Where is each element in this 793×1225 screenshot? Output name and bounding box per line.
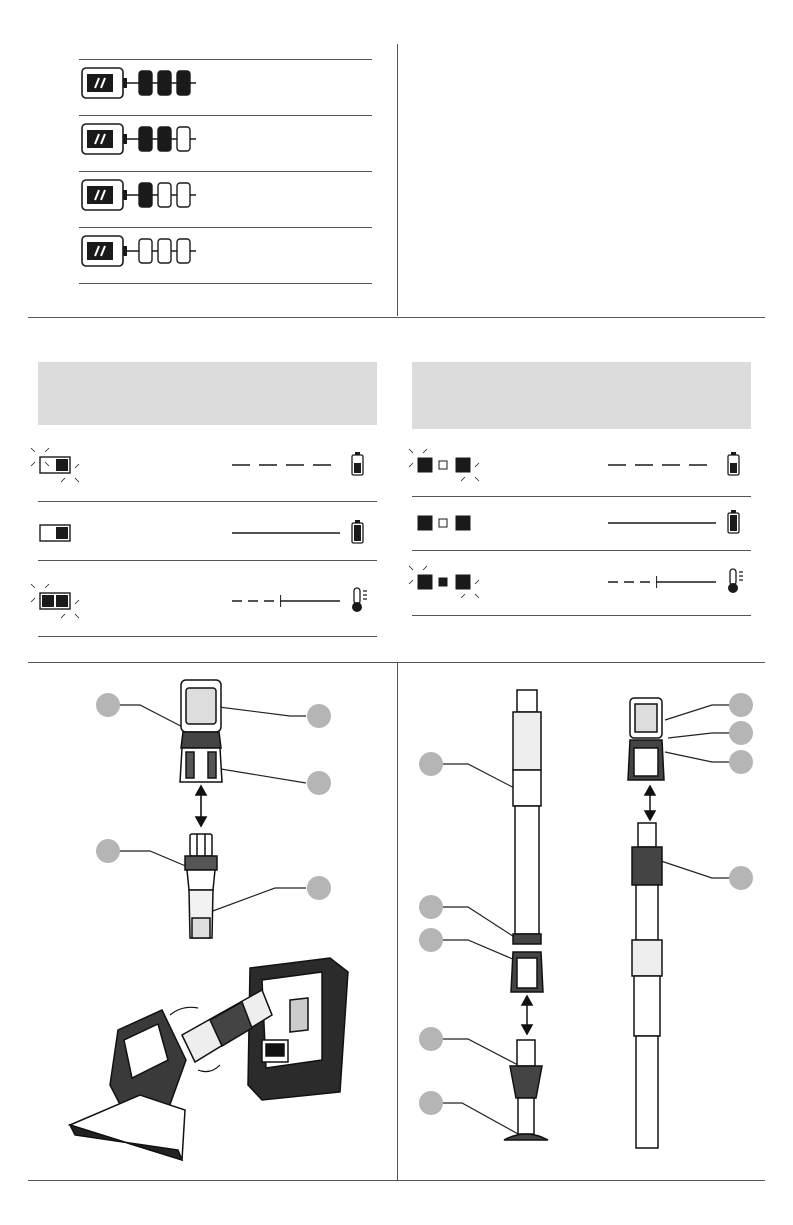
callout-marker (729, 750, 753, 774)
callout-marker (419, 1027, 443, 1051)
callout-marker (419, 752, 443, 776)
callout-marker (419, 928, 443, 952)
callout-marker (729, 721, 753, 745)
callout-marker (729, 866, 753, 890)
callout-marker (419, 1091, 443, 1115)
callout-marker (419, 895, 443, 919)
callout-marker (729, 693, 753, 717)
